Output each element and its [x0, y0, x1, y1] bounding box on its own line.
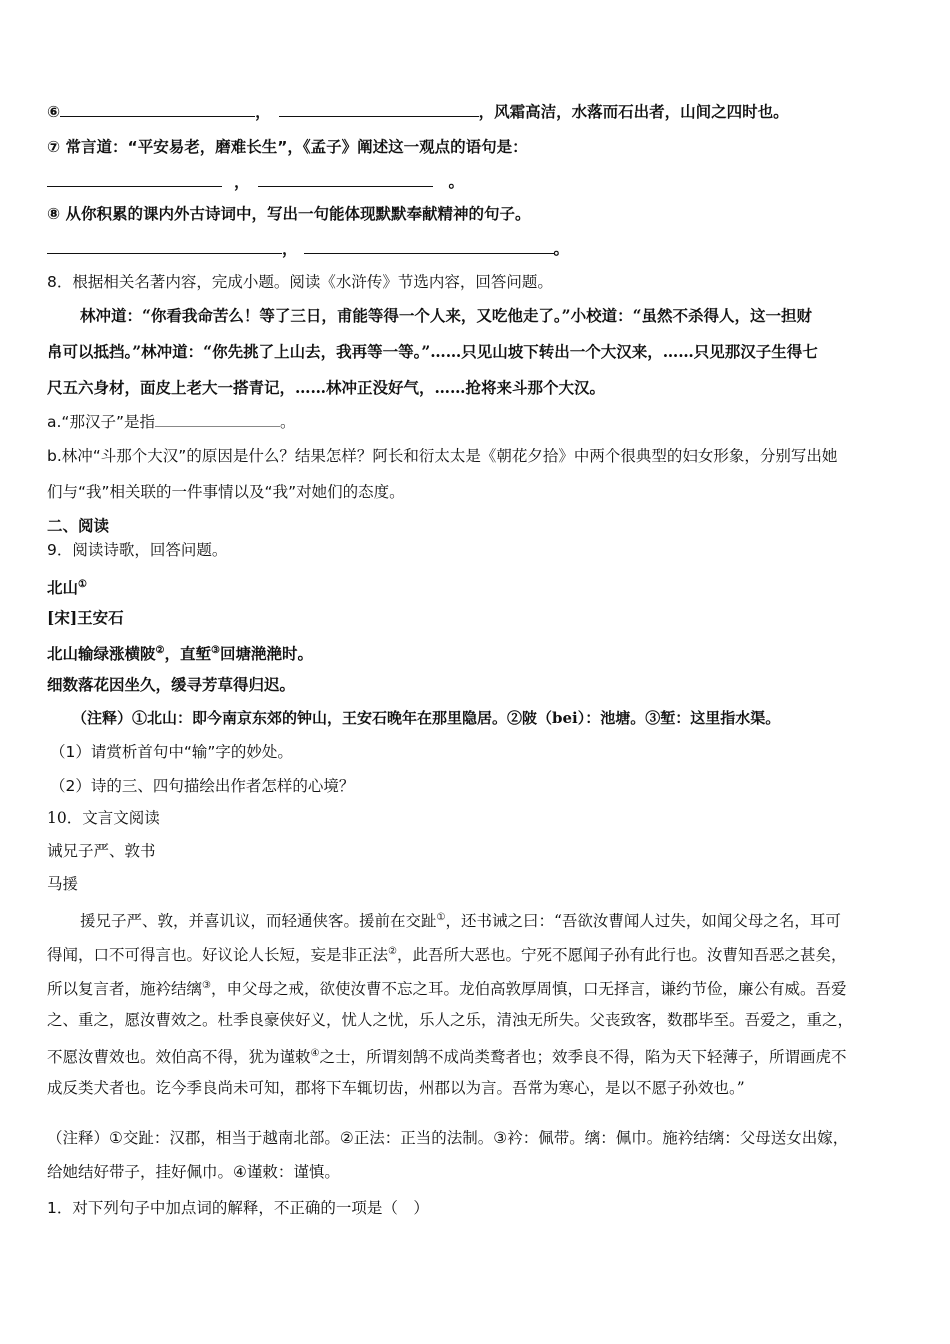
q8b-line: b.林冲“斗那个大汉”的原因是什么？结果怎样？阿长和衍太太是《朝花夕拾》中两个很典型的妇女形象，分别写出她 [47, 447, 838, 465]
text-author: 马援 [47, 875, 79, 893]
poem-text: ，直堑 [164, 644, 211, 664]
footnote-mark: ③ [202, 980, 211, 991]
passage-line: 尺五六身材，面皮上老大一搭青记，……林冲正没好气，……抢将来斗那个大汉。 [47, 378, 606, 397]
separator: ， [255, 103, 271, 121]
separator: ， [234, 173, 250, 191]
q8-title: 8．根据相关名著内容，完成小题。阅读《水浒传》节选内容，回答问题。 [47, 273, 553, 291]
text-note: （注释）①交趾：汉郡，相当于越南北部。②正法：正当的法制。③衿：佩带。缡：佩巾。施衿结缡：父母送女出嫁， [47, 1129, 849, 1147]
period: 。 [448, 173, 465, 191]
answer-blank[interactable] [279, 102, 479, 117]
q8b-line: 们与“我”相关联的一件事情以及“我”对她们的态度。 [47, 483, 405, 501]
text: 援兄子严、敦，并喜讥议，而轻通侠客。援前在交趾 [80, 912, 437, 931]
poem-note: （注释）①北山：即今南京东郊的钟山，王安石晚年在那里隐居。②陂（bei）：池塘。③堑：这里指水渠。 [72, 709, 781, 727]
passage-line: 林冲道：“你看我命苦么！等了三日，甫能等得一个人来，又吃他走了。”小校道：“虽然不杀得人，这一担财 [80, 306, 813, 325]
text-line: 成反类犬者也。讫今季良尚未可知，郡将下车辄切齿，州郡以为言。吾常为寒心，是以不愿子孙效也。” [47, 1079, 745, 1097]
poem-line [47, 640, 313, 665]
answer-blank[interactable] [60, 102, 255, 117]
poem-title-text: 北山 [47, 578, 79, 598]
q6-text: ，风霜高洁，水落而石出者，山间之四时也。 [478, 103, 789, 121]
q8s-answer-line [47, 238, 569, 260]
passage-line: 帛可以抵挡。”林冲道：“你先挑了上山去，我再等一等。”……只见山坡下转出一个大汉来，……只见那汉子生得七 [47, 342, 818, 361]
text-note: 给她结好带子，挂好佩巾。④谨敕：谨慎。 [47, 1163, 340, 1181]
q8a-text: a.“那汉子”是指 [47, 413, 155, 431]
poem-text: 回塘滟滟时。 [219, 644, 313, 664]
footnote-mark: ④ [310, 1048, 320, 1059]
q9-sub2: （2）诗的三、四句描绘出作者怎样的心境？ [50, 777, 355, 795]
text-line [47, 1043, 847, 1068]
footnote-mark: ① [78, 579, 87, 590]
footnote-mark: ② [155, 645, 165, 656]
q7-answer-line [47, 171, 464, 193]
footnote-mark: ① [436, 912, 446, 923]
q6-line [47, 101, 789, 123]
q7-prompt: ⑦ 常言道：“平安易老，磨难长生”，《孟子》阐述这一观点的语句是： [47, 138, 528, 156]
text: 不愿汝曹效也。效伯高不得，犹为谨敕 [47, 1048, 311, 1067]
answer-blank[interactable] [304, 239, 554, 254]
text: 所以复言者，施衿结缡 [47, 980, 203, 999]
poem-line: 细数落花因坐久，缓寻芳草得归迟。 [47, 675, 296, 694]
text: ，申父母之戒，欲使汝曹不忘之耳。龙伯高敦厚周慎，口无择言，谦约节俭，廉公有威。吾爱 [210, 980, 847, 999]
text-line [80, 907, 841, 932]
q8s-prompt: ⑧ 从你积累的课内外古诗词中，写出一句能体现默默奉献精神的句子。 [47, 205, 531, 223]
text: ，还书诫之曰：“吾欲汝曹闻人过失，如闻父母之名，耳可 [445, 912, 841, 931]
answer-blank[interactable] [258, 172, 433, 187]
answer-blank[interactable] [47, 239, 282, 254]
period: 。 [280, 413, 296, 431]
separator: ， [282, 240, 298, 258]
q9-title: 9．阅读诗歌，回答问题。 [47, 541, 228, 559]
q6-number: ⑥ [47, 103, 61, 121]
footnote-mark: ③ [211, 645, 220, 656]
text-line [47, 941, 847, 966]
text: 得闻，口不可得言也。好议论人长短，妄是非正法 [47, 946, 389, 965]
poem-text: 北山输绿涨横陂 [47, 644, 156, 664]
poem-author: [宋]王安石 [47, 608, 124, 627]
period: 。 [553, 240, 570, 258]
poem-title [47, 574, 87, 599]
q10-sub1: 1．对下列句子中加点词的解释，不正确的一项是（ ） [47, 1199, 429, 1217]
text: ，此吾所大恶也。宁死不愿闻子孙有此行也。汝曹知吾恶之甚矣， [396, 946, 847, 965]
text-line: 之、重之，愿汝曹效之。杜季良豪侠好义，忧人之忧，乐人之乐，清浊无所失。父丧致客，数郡毕至。吾爱之，重之， [47, 1011, 854, 1029]
footnote-mark: ② [388, 946, 397, 957]
q9-sub1: （1）请赏析首句中“输”字的妙处。 [50, 743, 293, 761]
answer-blank[interactable] [47, 172, 222, 187]
answer-blank[interactable] [155, 412, 280, 427]
text: 之士，所谓刻鹄不成尚类鹜者也；效季良不得，陷为天下轻薄子，所谓画虎不 [319, 1048, 847, 1067]
q8a-line [47, 411, 296, 433]
text-line [47, 975, 847, 1000]
section-heading: 二、阅读 [47, 517, 110, 535]
text-title: 诫兄子严、敦书 [47, 842, 156, 860]
q10-title: 10．文言文阅读 [47, 809, 160, 827]
